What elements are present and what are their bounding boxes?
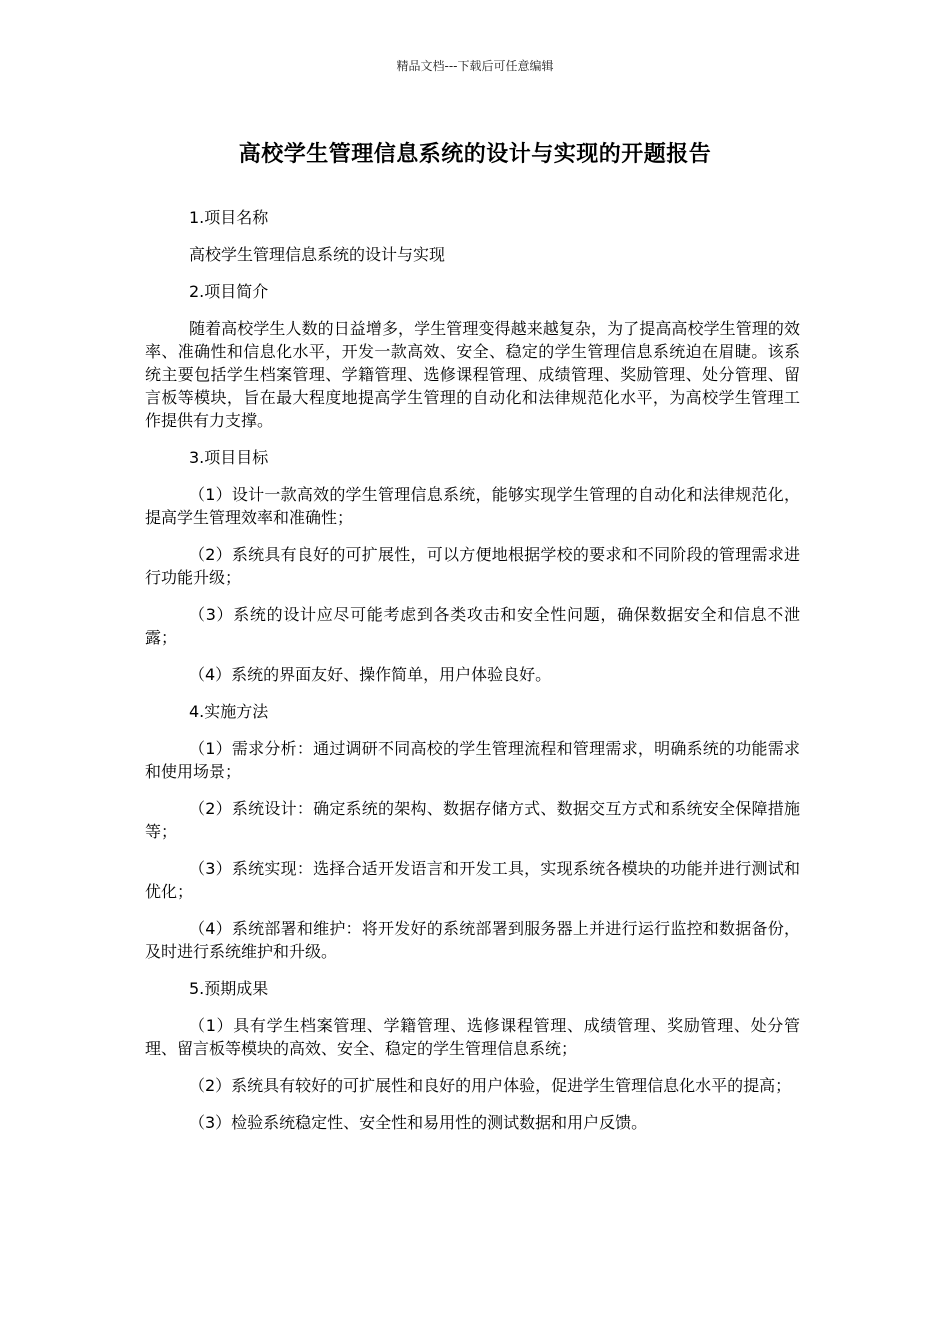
- outcome-item: （2）系统具有较好的可扩展性和良好的用户体验，促进学生管理信息化水平的提高；: [189, 1076, 792, 1095]
- goal-item: （3）系统的设计应尽可能考虑到各类攻击和安全性问题，确保数据安全和信息不泄露；: [145, 605, 800, 647]
- section-heading-1: 1.项目名称: [189, 208, 269, 227]
- document-body: [145, 206, 800, 1148]
- project-intro: 随着高校学生人数的日益增多，学生管理变得越来越复杂，为了提高高校学生管理的效率、准确性和信息化水平，开发一款高效、安全、稳定的学生管理信息系统迫在眉睫。该系统主要包括学生档案管理、学籍管理、选修课程管理、成绩管理、奖励管理、处分管理、留言板等模块，旨在最大程度地提高学生管理的自动化和法律规范化水平，为高校学生管理工作提供有力支撑。: [145, 319, 800, 430]
- method-item: （1）需求分析：通过调研不同高校的学生管理流程和管理需求，明确系统的功能需求和使用场景；: [145, 739, 800, 781]
- method-item: （2）系统设计：确定系统的架构、数据存储方式、数据交互方式和系统安全保障措施等；: [145, 799, 800, 841]
- goal-item: （2）系统具有良好的可扩展性，可以方便地根据学校的要求和不同阶段的管理需求进行功能升级；: [145, 545, 800, 587]
- section-heading-5: 5.预期成果: [189, 979, 269, 998]
- section-heading-4: 4.实施方法: [189, 702, 269, 721]
- page-header: 精品文档---下载后可任意编辑: [396, 59, 554, 73]
- goal-item: （4）系统的界面友好、操作简单，用户体验良好。: [189, 665, 552, 684]
- goal-item: （1）设计一款高效的学生管理信息系统，能够实现学生管理的自动化和法律规范化，提高学生管理效率和准确性；: [145, 485, 800, 527]
- document-title: 高校学生管理信息系统的设计与实现的开题报告: [238, 142, 712, 167]
- outcome-item: （1）具有学生档案管理、学籍管理、选修课程管理、成绩管理、奖励管理、处分管理、留言板等模块的高效、安全、稳定的学生管理信息系统；: [145, 1016, 800, 1058]
- method-item: （3）系统实现：选择合适开发语言和开发工具，实现系统各模块的功能并进行测试和优化；: [145, 859, 800, 901]
- outcome-item: （3）检验系统稳定性、安全性和易用性的测试数据和用户反馈。: [189, 1113, 648, 1132]
- section-heading-2: 2.项目简介: [189, 282, 269, 301]
- section-heading-3: 3.项目目标: [189, 448, 269, 467]
- method-item: （4）系统部署和维护：将开发好的系统部署到服务器上并进行运行监控和数据备份，及时进行系统维护和升级。: [145, 919, 800, 961]
- project-name: 高校学生管理信息系统的设计与实现: [189, 245, 446, 264]
